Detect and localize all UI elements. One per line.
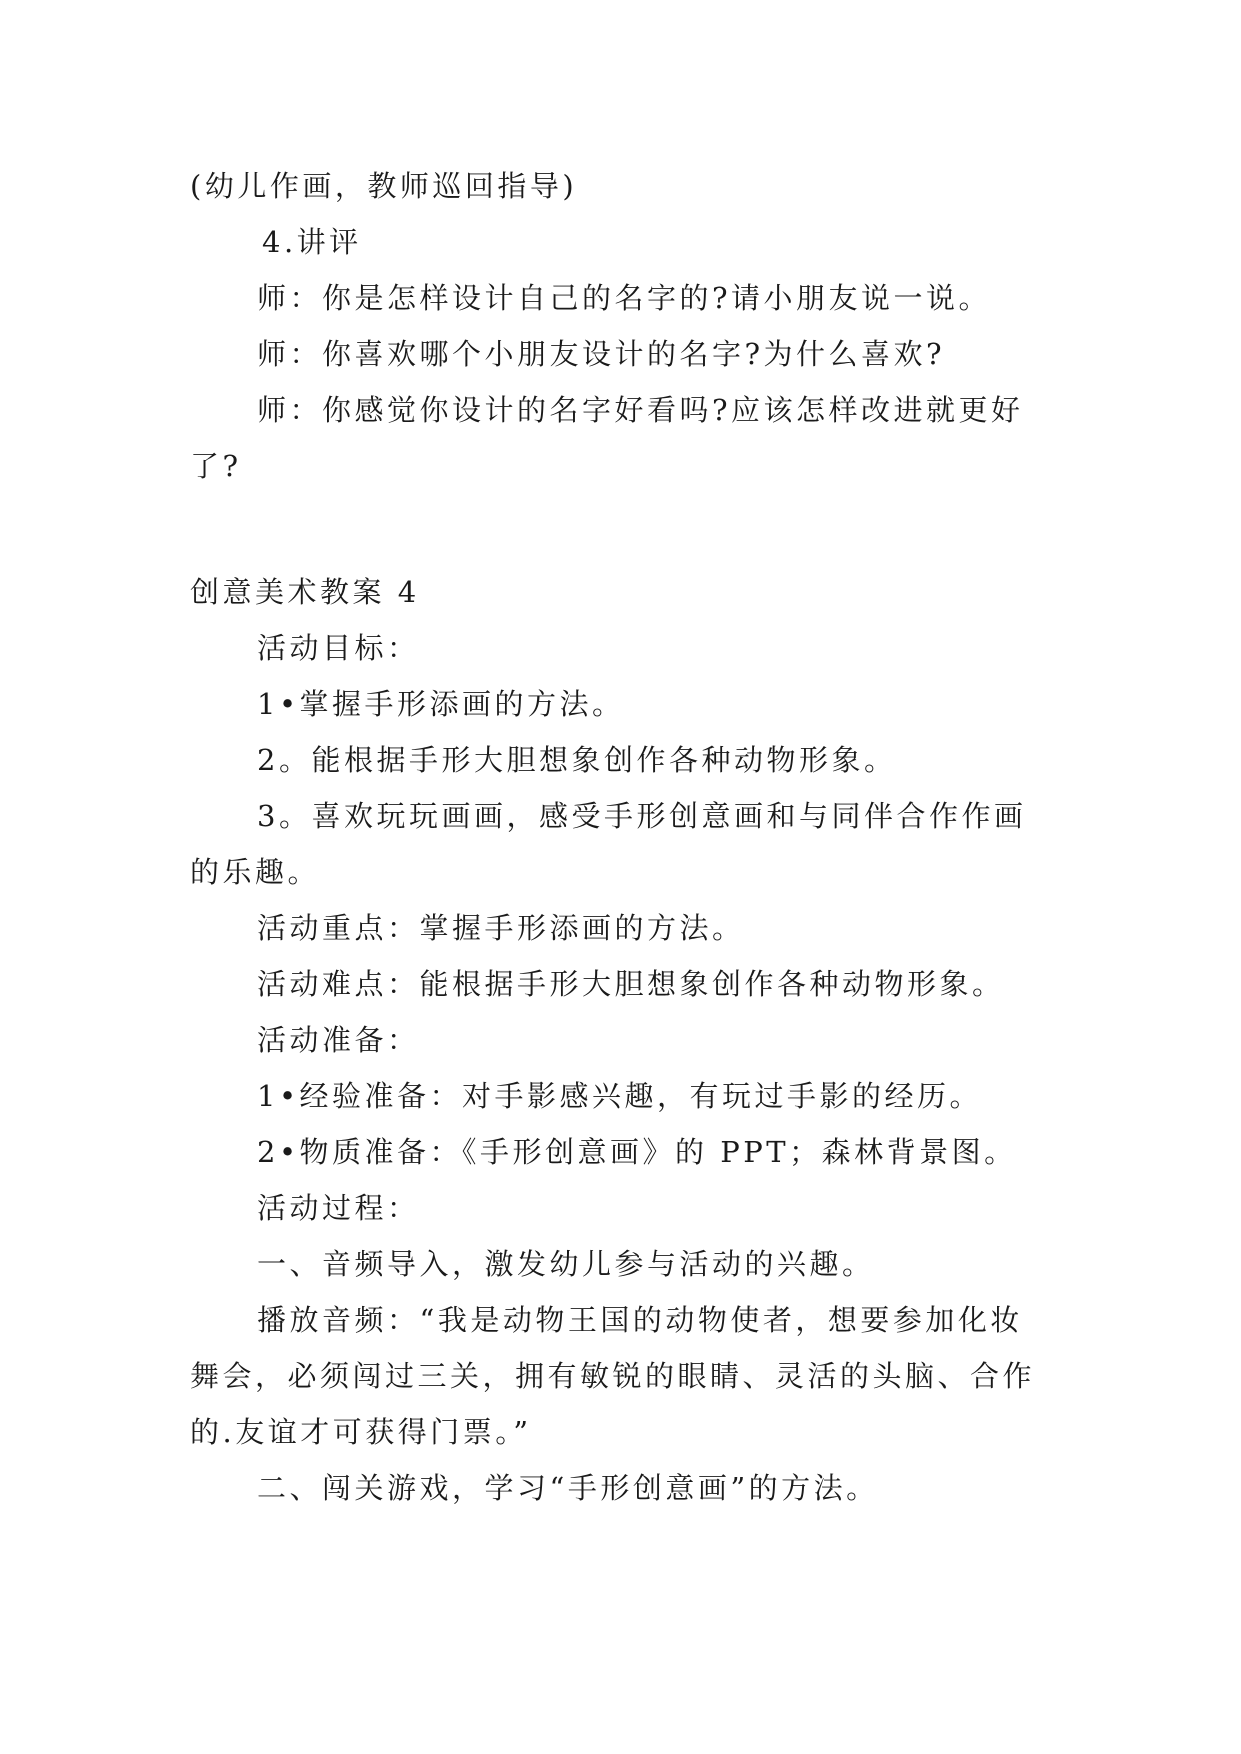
- teacher-question-2: 师：你喜欢哪个小朋友设计的名字?为什么喜欢?: [257, 337, 946, 371]
- objective-1: 1•掌握手形添画的方法。: [257, 687, 625, 721]
- process-heading: 活动过程：: [257, 1191, 420, 1225]
- audio-script: 播放音频：“我是动物王国的动物使者，想要参加化妆: [257, 1303, 1023, 1337]
- preparation-1: 1•经验准备：对手影感兴趣，有玩过手影的经历。: [257, 1079, 983, 1113]
- preparation-heading: 活动准备：: [257, 1023, 420, 1057]
- paragraph-instruction-note: (幼儿作画，教师巡回指导): [190, 169, 578, 203]
- process-step-1: 一、音频导入，激发幼儿参与活动的兴趣。: [257, 1247, 875, 1281]
- audio-script-cont-2: 的.友谊才可获得门票。”: [190, 1415, 532, 1449]
- preparation-2: 2•物质准备：《手形创意画》的 PPT；森林背景图。: [257, 1135, 1017, 1169]
- objective-3: 3。喜欢玩玩画画，感受手形创意画和与同伴合作作画: [257, 799, 1027, 833]
- difficulty-point: 活动难点：能根据手形大胆想象创作各种动物形象。: [257, 967, 1005, 1001]
- teacher-question-1: 师：你是怎样设计自己的名字的?请小朋友说一说。: [257, 281, 992, 315]
- objectives-heading: 活动目标：: [257, 631, 420, 665]
- audio-script-cont-1: 舞会，必须闯过三关，拥有敏锐的眼睛、灵活的头脑、合作: [190, 1359, 1036, 1393]
- objective-3-cont: 的乐趣。: [190, 855, 321, 889]
- key-point: 活动重点：掌握手形添画的方法。: [257, 911, 745, 945]
- process-step-2: 二、闯关游戏，学习“手形创意画”的方法。: [257, 1471, 879, 1505]
- section-heading-review: 4.讲评: [262, 225, 362, 259]
- objective-2: 2。能根据手形大胆想象创作各种动物形象。: [257, 743, 897, 777]
- lesson-plan-title: 创意美术教案 4: [190, 575, 420, 609]
- teacher-question-3-cont: 了?: [190, 449, 242, 483]
- teacher-question-3: 师：你感觉你设计的名字好看吗?应该怎样改进就更好: [257, 393, 1024, 427]
